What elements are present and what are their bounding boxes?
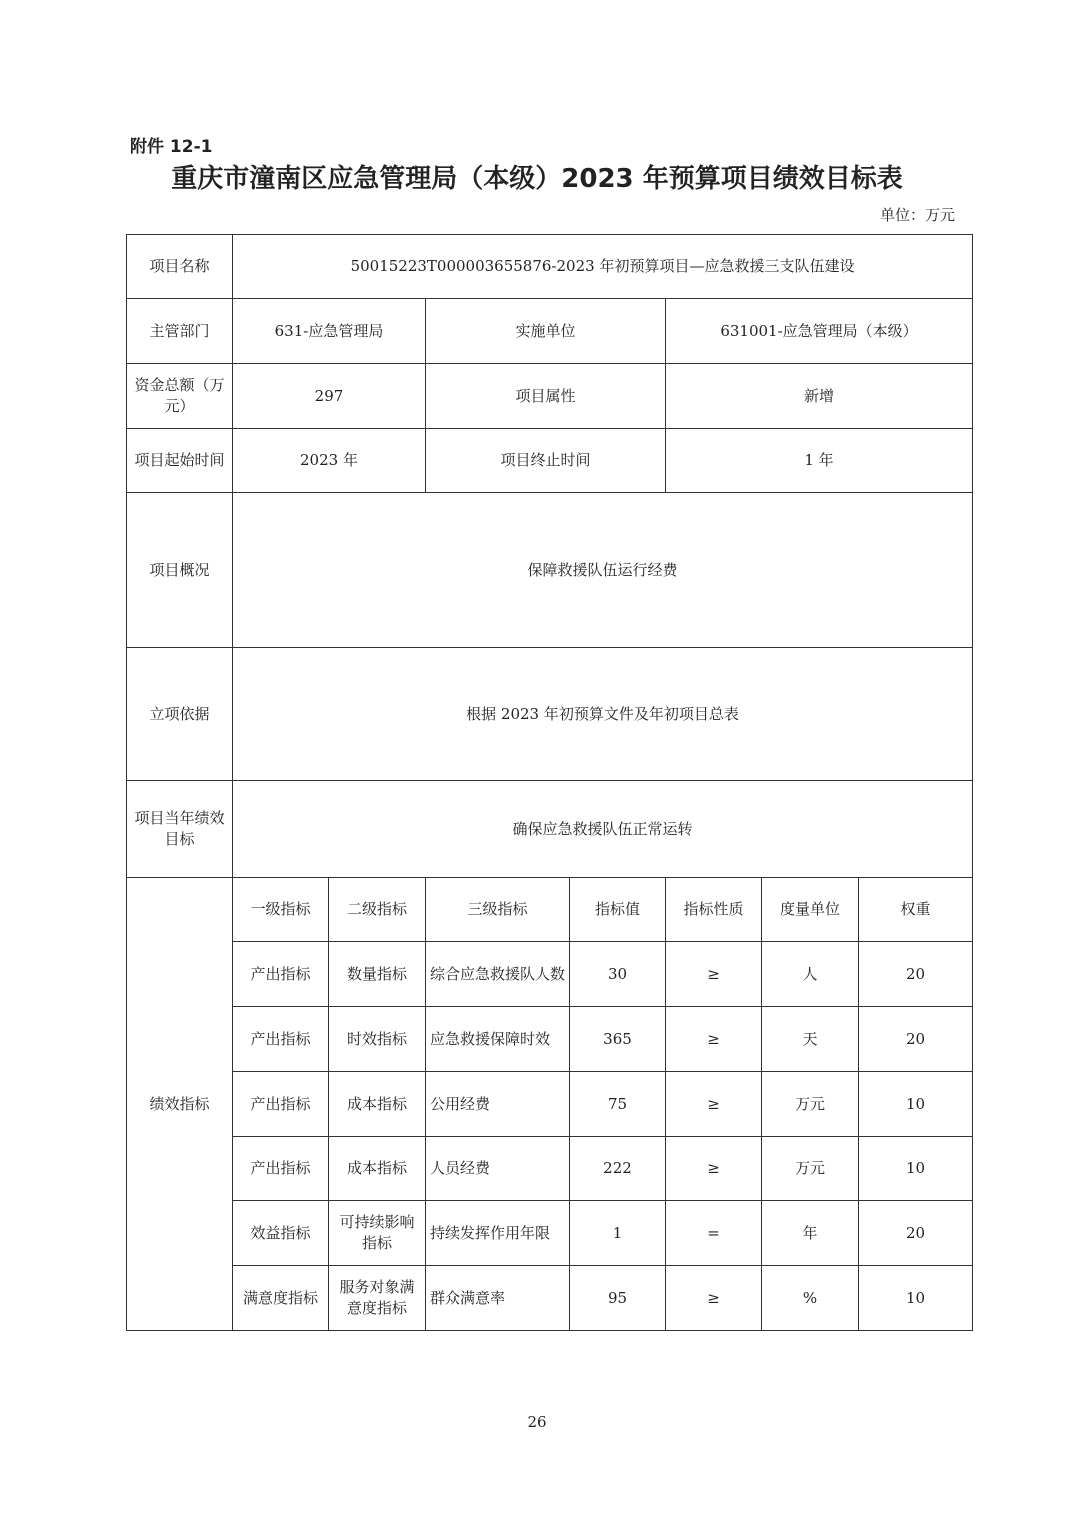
dept-label: 主管部门: [127, 299, 233, 364]
table-row: [127, 1266, 973, 1331]
weight-cell: 20: [859, 942, 973, 1007]
level2-cell: 时效指标: [329, 1007, 426, 1072]
indicators-section-label: 绩效指标: [127, 878, 233, 1331]
attachment-label: 附件 12-1: [130, 137, 213, 157]
level1-cell: 产出指标: [233, 1137, 329, 1201]
level1-cell: 产出指标: [233, 1072, 329, 1137]
impl-label: 实施单位: [426, 299, 666, 364]
goal-label: 项目当年绩效目标: [127, 781, 233, 878]
indicator-header: 一级指标: [233, 878, 329, 942]
fund-label: 资金总额（万元）: [127, 364, 233, 429]
performance-table: [126, 234, 973, 1331]
nature-cell: ≥: [666, 1007, 762, 1072]
end-value: 1 年: [666, 429, 973, 493]
value-cell: 95: [570, 1266, 666, 1331]
unit-cell: 万元: [762, 1137, 859, 1201]
level2-cell: 成本指标: [329, 1137, 426, 1201]
nature-cell: ≥: [666, 1266, 762, 1331]
indicator-header: 三级指标: [426, 878, 570, 942]
start-label: 项目起始时间: [127, 429, 233, 493]
weight-cell: 10: [859, 1072, 973, 1137]
level3-cell: 持续发挥作用年限: [426, 1201, 570, 1266]
indicator-header: 指标值: [570, 878, 666, 942]
unit-cell: 人: [762, 942, 859, 1007]
weight-cell: 10: [859, 1266, 973, 1331]
attr-value: 新增: [666, 364, 973, 429]
attr-label: 项目属性: [426, 364, 666, 429]
basis-label: 立项依据: [127, 648, 233, 781]
goal-value: 确保应急救援队伍正常运转: [233, 781, 973, 878]
weight-cell: 20: [859, 1007, 973, 1072]
unit-cell: 天: [762, 1007, 859, 1072]
basis-value: 根据 2023 年初预算文件及年初项目总表: [233, 648, 973, 781]
project-name-label: 项目名称: [127, 235, 233, 299]
page-number: 26: [527, 1413, 547, 1431]
weight-cell: 20: [859, 1201, 973, 1266]
level3-cell: 人员经费: [426, 1137, 570, 1201]
level3-cell: 综合应急救援队人数: [426, 942, 570, 1007]
value-cell: 30: [570, 942, 666, 1007]
level2-cell: 成本指标: [329, 1072, 426, 1137]
indicator-header: 二级指标: [329, 878, 426, 942]
weight-cell: 10: [859, 1137, 973, 1201]
unit-label: 单位：万元: [880, 206, 956, 224]
level1-cell: 产出指标: [233, 942, 329, 1007]
level2-cell: 服务对象满意度指标: [329, 1266, 426, 1331]
unit-cell: 万元: [762, 1072, 859, 1137]
project-name-value: 50015223T000003655876-2023 年初预算项目—应急救援三支队伍建设: [233, 235, 973, 299]
level1-cell: 产出指标: [233, 1007, 329, 1072]
nature-cell: =: [666, 1201, 762, 1266]
indicator-header: 度量单位: [762, 878, 859, 942]
level3-cell: 应急救援保障时效: [426, 1007, 570, 1072]
dept-value: 631-应急管理局: [233, 299, 426, 364]
nature-cell: ≥: [666, 1072, 762, 1137]
value-cell: 222: [570, 1137, 666, 1201]
fund-value: 297: [233, 364, 426, 429]
impl-value: 631001-应急管理局（本级）: [666, 299, 973, 364]
indicator-header: 权重: [859, 878, 973, 942]
overview-value: 保障救援队伍运行经费: [233, 493, 973, 648]
level3-cell: 群众满意率: [426, 1266, 570, 1331]
page-title: 重庆市潼南区应急管理局（本级）2023 年预算项目绩效目标表: [171, 164, 903, 194]
table-row: [127, 1201, 973, 1266]
unit-cell: %: [762, 1266, 859, 1331]
level2-cell: 可持续影响指标: [329, 1201, 426, 1266]
table-row: [127, 942, 973, 1007]
table-row: [127, 1007, 973, 1072]
value-cell: 75: [570, 1072, 666, 1137]
nature-cell: ≥: [666, 942, 762, 1007]
unit-cell: 年: [762, 1201, 859, 1266]
indicator-header: 指标性质: [666, 878, 762, 942]
level3-cell: 公用经费: [426, 1072, 570, 1137]
value-cell: 1: [570, 1201, 666, 1266]
end-label: 项目终止时间: [426, 429, 666, 493]
level1-cell: 效益指标: [233, 1201, 329, 1266]
table-row: [127, 1072, 973, 1137]
value-cell: 365: [570, 1007, 666, 1072]
table-row: [127, 1137, 973, 1201]
nature-cell: ≥: [666, 1137, 762, 1201]
overview-label: 项目概况: [127, 493, 233, 648]
start-value: 2023 年: [233, 429, 426, 493]
level1-cell: 满意度指标: [233, 1266, 329, 1331]
level2-cell: 数量指标: [329, 942, 426, 1007]
